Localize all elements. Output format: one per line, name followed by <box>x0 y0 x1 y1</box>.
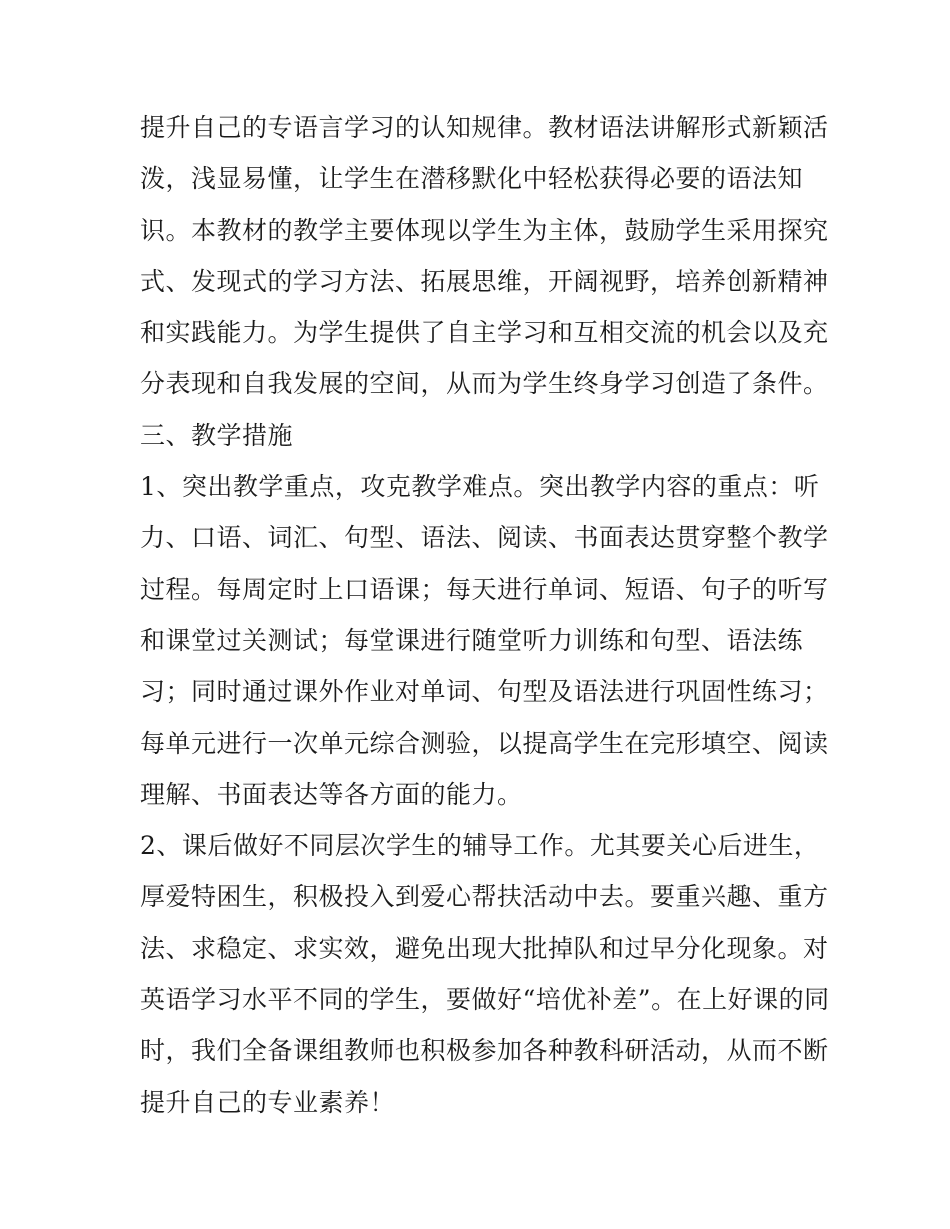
text-line: 2、课后做好不同层次学生的辅导工作。尤其要关心后进生， <box>140 831 820 861</box>
text-line: 1、突出教学重点，攻克教学难点。突出教学内容的重点：听 <box>140 472 820 502</box>
text-line: 英语学习水平不同的学生，要做好“培优补差”。在上好课的同 <box>140 985 830 1015</box>
text-line: 力、口语、词汇、句型、语法、阅读、书面表达贯穿整个教学 <box>140 523 829 553</box>
text-line: 分表现和自我发展的空间，从而为学生终身学习创造了条件。 <box>140 369 829 399</box>
text-line: 法、求稳定、求实效，避免出现大批掉队和过早分化现象。对 <box>140 933 829 963</box>
section-heading: 三、教学措施 <box>140 420 294 450</box>
text-line: 泼，浅显易懂，让学生在潜移默化中轻松获得必要的语法知 <box>140 164 804 194</box>
text-line: 提升自己的专业素养！ <box>140 1087 396 1117</box>
body-text <box>140 102 830 1128</box>
text-line: 厚爱特困生，积极投入到爱心帮扶活动中去。要重兴趣、重方 <box>140 882 829 912</box>
text-line: 每单元进行一次单元综合测验，以提高学生在完形填空、阅读 <box>140 728 829 758</box>
text-line: 提升自己的专语言学习的认知规律。教材语法讲解形式新颖活 <box>140 113 829 142</box>
text-line: 过程。每周定时上口语课；每天进行单词、短语、句子的听写 <box>140 574 829 604</box>
text-line: 和课堂过关测试；每堂课进行随堂听力训练和句型、语法练 <box>140 625 804 655</box>
text-line: 理解、书面表达等各方面的能力。 <box>140 779 523 809</box>
text-line: 时，我们全备课组教师也积极参加各种教科研活动，从而不断 <box>140 1036 829 1066</box>
text-line: 识。本教材的教学主要体现以学生为主体，鼓励学生采用探究 <box>140 215 829 245</box>
text-line: 习；同时通过课外作业对单词、句型及语法进行巩固性练习； <box>140 677 829 707</box>
text-line: 式、发现式的学习方法、拓展思维，开阔视野，培养创新精神 <box>140 266 829 296</box>
text-line: 和实践能力。为学生提供了自主学习和互相交流的机会以及充 <box>140 318 829 348</box>
